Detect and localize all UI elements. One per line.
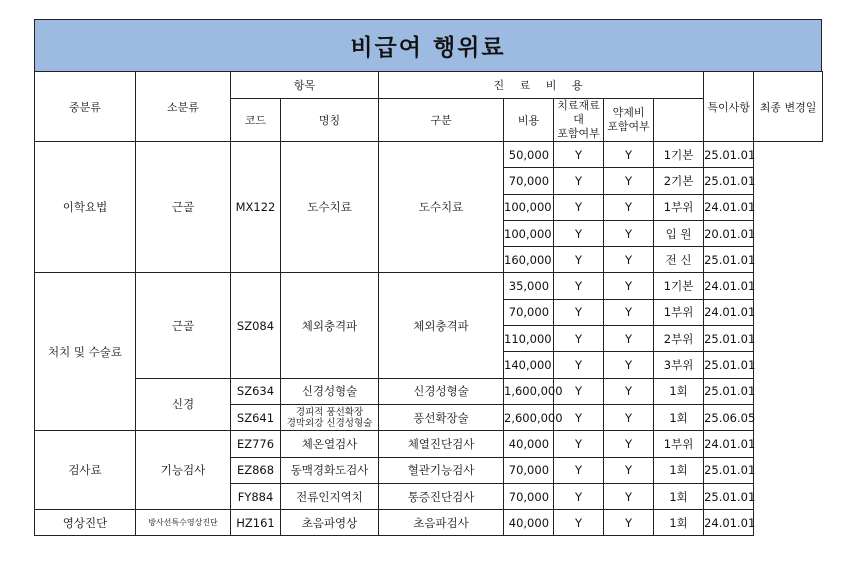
code-cell: HZ161 bbox=[231, 510, 281, 536]
last-changed-cell: 25.01.01 bbox=[704, 142, 754, 168]
drug-flag-cell: Y bbox=[604, 247, 654, 273]
minor-category-cell: 방사선특수영상진단 bbox=[136, 510, 231, 536]
last-changed-cell: 25.01.01 bbox=[704, 326, 754, 352]
cost-cell: 70,000 bbox=[504, 457, 554, 483]
last-changed-cell: 24.01.01 bbox=[704, 273, 754, 299]
note-cell: 1기본 bbox=[654, 142, 704, 168]
title-bar bbox=[34, 19, 822, 71]
last-changed-cell: 24.01.01 bbox=[704, 510, 754, 536]
note-cell: 1부위 bbox=[654, 194, 704, 220]
note-cell: 1회 bbox=[654, 510, 704, 536]
table-row bbox=[35, 142, 823, 168]
drug-flag-cell: Y bbox=[604, 326, 654, 352]
major-category-cell: 처치 및 수술료 bbox=[35, 273, 136, 431]
col-minor-header: 소분류 bbox=[136, 72, 231, 142]
cost-cell: 50,000 bbox=[504, 142, 554, 168]
name-cell: 도수치료 bbox=[281, 142, 379, 273]
material-flag-cell: Y bbox=[554, 142, 604, 168]
category-cell: 통증진단검사 bbox=[379, 483, 504, 509]
last-changed-cell: 25.01.01 bbox=[704, 483, 754, 509]
category-cell: 체열진단검사 bbox=[379, 431, 504, 457]
col-code-header: 코드 bbox=[231, 99, 281, 142]
note-cell: 1회 bbox=[654, 404, 704, 430]
minor-category-cell: 근골 bbox=[136, 273, 231, 378]
name-cell: 체온열검사 bbox=[281, 431, 379, 457]
last-changed-cell: 20.01.01 bbox=[704, 220, 754, 246]
material-flag-cell: Y bbox=[554, 273, 604, 299]
note-cell: 1회 bbox=[654, 483, 704, 509]
cost-cell: 40,000 bbox=[504, 431, 554, 457]
last-changed-cell: 25.01.01 bbox=[704, 378, 754, 404]
cost-cell: 1,600,000 bbox=[504, 378, 554, 404]
major-category-cell: 검사료 bbox=[35, 431, 136, 510]
minor-category-cell: 신경 bbox=[136, 378, 231, 431]
col-category-header: 구분 bbox=[379, 99, 504, 142]
note-cell: 1회 bbox=[654, 378, 704, 404]
note-cell: 1부위 bbox=[654, 299, 704, 325]
last-changed-cell: 25.06.05 bbox=[704, 404, 754, 430]
name-cell: 경피적 풍선확장 경막외강 신경성형술 bbox=[281, 404, 379, 430]
last-changed-cell: 25.01.01 bbox=[704, 352, 754, 378]
drug-flag-cell: Y bbox=[604, 220, 654, 246]
drug-flag-cell: Y bbox=[604, 299, 654, 325]
col-name-header: 명칭 bbox=[281, 99, 379, 142]
note-cell: 전 신 bbox=[654, 247, 704, 273]
fee-table-body bbox=[35, 142, 823, 536]
name-cell: 체외충격파 bbox=[281, 273, 379, 378]
material-flag-cell: Y bbox=[554, 404, 604, 430]
col-item-header: 항목 bbox=[231, 72, 379, 99]
material-flag-cell: Y bbox=[554, 352, 604, 378]
header-row-1 bbox=[35, 72, 823, 99]
drug-flag-cell: Y bbox=[604, 431, 654, 457]
code-cell: SZ634 bbox=[231, 378, 281, 404]
major-category-cell: 이학요법 bbox=[35, 142, 136, 273]
cost-cell: 100,000 bbox=[504, 194, 554, 220]
table-row bbox=[35, 431, 823, 457]
category-cell: 도수치료 bbox=[379, 142, 504, 273]
major-category-cell: 영상진단 bbox=[35, 510, 136, 536]
name-cell: 초음파영상 bbox=[281, 510, 379, 536]
code-cell: MX122 bbox=[231, 142, 281, 273]
cost-cell: 70,000 bbox=[504, 299, 554, 325]
material-flag-cell: Y bbox=[554, 220, 604, 246]
col-major-header: 중분류 bbox=[35, 72, 136, 142]
category-cell: 신경성형술 bbox=[379, 378, 504, 404]
category-cell: 혈관기능검사 bbox=[379, 457, 504, 483]
col-drug-header: 약제비 포함여부 bbox=[604, 99, 654, 142]
col-material-header: 치료재료대 포함여부 bbox=[554, 99, 604, 142]
name-cell: 전류인지역치 bbox=[281, 483, 379, 509]
drug-flag-cell: Y bbox=[604, 483, 654, 509]
name-cell: 동맥경화도검사 bbox=[281, 457, 379, 483]
material-flag-cell: Y bbox=[554, 194, 604, 220]
material-flag-cell: Y bbox=[554, 483, 604, 509]
drug-flag-cell: Y bbox=[604, 352, 654, 378]
category-cell: 풍선확장술 bbox=[379, 404, 504, 430]
code-cell: FY884 bbox=[231, 483, 281, 509]
drug-flag-cell: Y bbox=[604, 273, 654, 299]
last-changed-cell: 25.01.01 bbox=[704, 457, 754, 483]
last-changed-cell: 24.01.01 bbox=[704, 299, 754, 325]
drug-flag-cell: Y bbox=[604, 142, 654, 168]
category-cell: 초음파검사 bbox=[379, 510, 504, 536]
fee-table bbox=[34, 71, 823, 536]
material-flag-cell: Y bbox=[554, 510, 604, 536]
drug-flag-cell: Y bbox=[604, 378, 654, 404]
code-cell: EZ868 bbox=[231, 457, 281, 483]
drug-flag-cell: Y bbox=[604, 194, 654, 220]
minor-category-cell: 기능검사 bbox=[136, 431, 231, 510]
cost-cell: 70,000 bbox=[504, 483, 554, 509]
material-flag-cell: Y bbox=[554, 299, 604, 325]
name-cell: 신경성형술 bbox=[281, 378, 379, 404]
category-cell: 체외충격파 bbox=[379, 273, 504, 378]
col-cost-header: 비용 bbox=[504, 99, 554, 142]
note-cell: 1회 bbox=[654, 457, 704, 483]
note-cell: 1부위 bbox=[654, 431, 704, 457]
last-changed-cell: 24.01.01 bbox=[704, 194, 754, 220]
material-flag-cell: Y bbox=[554, 168, 604, 194]
drug-flag-cell: Y bbox=[604, 404, 654, 430]
table-row bbox=[35, 378, 823, 404]
material-flag-cell: Y bbox=[554, 431, 604, 457]
col-cost-group-header: 진 료 비 용 bbox=[379, 72, 704, 99]
note-cell: 입 원 bbox=[654, 220, 704, 246]
cost-cell: 140,000 bbox=[504, 352, 554, 378]
code-cell: EZ776 bbox=[231, 431, 281, 457]
code-cell: SZ084 bbox=[231, 273, 281, 378]
last-changed-cell: 25.01.01 bbox=[704, 168, 754, 194]
page-title: 비급여 행위료 bbox=[350, 35, 506, 61]
table-row bbox=[35, 510, 823, 536]
cost-cell: 70,000 bbox=[504, 168, 554, 194]
col-date-header: 최종 변경일 bbox=[754, 72, 823, 142]
table-row bbox=[35, 273, 823, 299]
note-cell: 2부위 bbox=[654, 326, 704, 352]
drug-flag-cell: Y bbox=[604, 510, 654, 536]
cost-cell: 40,000 bbox=[504, 510, 554, 536]
code-cell: SZ641 bbox=[231, 404, 281, 430]
cost-cell: 2,600,000 bbox=[504, 404, 554, 430]
fee-sheet bbox=[34, 19, 822, 536]
last-changed-cell: 24.01.01 bbox=[704, 431, 754, 457]
drug-flag-cell: Y bbox=[604, 168, 654, 194]
col-note-header: 특이사항 bbox=[704, 72, 754, 142]
minor-category-cell: 근골 bbox=[136, 142, 231, 273]
cost-cell: 160,000 bbox=[504, 247, 554, 273]
material-flag-cell: Y bbox=[554, 326, 604, 352]
last-changed-cell: 25.01.01 bbox=[704, 247, 754, 273]
material-flag-cell: Y bbox=[554, 247, 604, 273]
cost-cell: 35,000 bbox=[504, 273, 554, 299]
drug-flag-cell: Y bbox=[604, 457, 654, 483]
note-cell: 1기본 bbox=[654, 273, 704, 299]
cost-cell: 100,000 bbox=[504, 220, 554, 246]
cost-cell: 110,000 bbox=[504, 326, 554, 352]
note-cell: 3부위 bbox=[654, 352, 704, 378]
material-flag-cell: Y bbox=[554, 457, 604, 483]
material-flag-cell: Y bbox=[554, 378, 604, 404]
note-cell: 2기본 bbox=[654, 168, 704, 194]
